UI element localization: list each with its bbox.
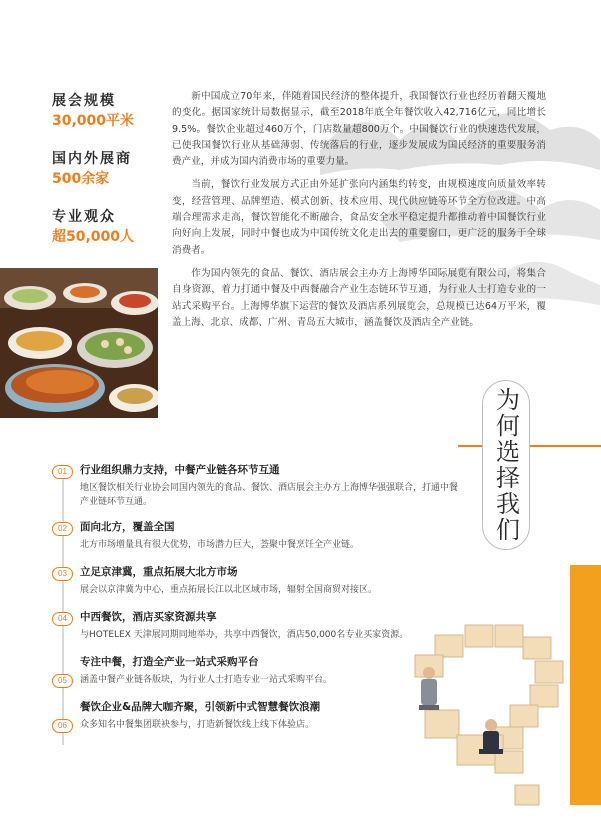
reason-title: 专注中餐，打造全产业一站式采购平台 xyxy=(80,656,259,668)
intro-text xyxy=(172,89,546,338)
intro-paragraph-3: 作为国内领先的食品、餐饮、酒店展会主办方上海博华国际展览有限公司，将集合自身资源，着力打通中餐及中西餐融合产业生态链环节互通，为行业人士打造专业的一站式采购平台。上海博华旗下运营的餐饮及酒店系列展览会，总规模已达64万平米，覆盖上海、北京、成都、广州、青岛五大城市，涵盖餐饮及酒店全产业链。 xyxy=(172,267,546,328)
stat-value: 30,000平米 xyxy=(52,113,135,129)
stats-column xyxy=(52,92,162,266)
stat-exhibitors xyxy=(52,150,162,188)
reason-title: 中西餐饮，酒店买家资源共享 xyxy=(80,611,217,623)
reason-number: 02 xyxy=(52,522,73,536)
reason-title: 面向北方，覆盖全国 xyxy=(80,521,175,533)
reason-description: 北方市场增量具有很大优势，市场潜力巨大，荟聚中餐烹饪全产业链。 xyxy=(80,540,360,550)
reason-number: 01 xyxy=(52,465,73,479)
stat-visitors xyxy=(52,208,162,246)
list-item xyxy=(52,564,522,609)
reason-number: 04 xyxy=(52,612,73,626)
intro-paragraph-1: 新中国成立70年来，伴随着国民经济的整体提升，我国餐饮行业也经历着翻天覆地的变化。据国家统计局数据显示，截至2018年底全年餐饮收入42,716亿元，同比增长9.5%。餐饮企业超过460万个，门店数量超800万个。中国餐饮行业的快速迭代发展，已使我国餐饮行业从基础薄弱、传统落后的行业，逐步发展成为国民经济的重要服务消费产业，并成为国内消费市场的重要力量。 xyxy=(172,91,546,168)
reason-title: 行业组织鼎力支持，中餐产业链各环节互通 xyxy=(80,464,280,476)
stat-label: 国内外展商 xyxy=(52,151,132,167)
reason-title: 餐饮企业&品牌大咖齐聚，引领新中式智慧餐饮浪潮 xyxy=(80,701,321,713)
stat-label: 展会规模 xyxy=(52,93,116,109)
food-photo xyxy=(0,268,158,418)
stat-value: 超50,000人 xyxy=(52,229,135,245)
intro-paragraph-2: 当前，餐饮行业发展方式正由外延扩张向内涵集约转变，由规模速度向质量效率转变，经营管理、品牌塑造、模式创新、技术应用、现代供应链等环节全方位改进。中高端合理需求走高，餐饮智能化不断融合，食品安全水平稳定提升都推动着中国餐饮行业向好向上发展，同时中餐也成为中国传统文化走出去的重要窗口，更广泛的服务于全球消费者。 xyxy=(172,179,546,256)
stat-value: 500余家 xyxy=(52,171,110,187)
why-choose-us-title: 为何选择我们 xyxy=(491,387,520,543)
reason-description: 与HOTELEX 天津展同期同地举办，共享中西餐饮，酒店50,000名专业买家资源。 xyxy=(80,630,409,640)
reason-number: 05 xyxy=(52,674,73,688)
reason-number: 03 xyxy=(52,567,73,581)
reason-number: 06 xyxy=(52,719,73,733)
list-item xyxy=(52,462,522,507)
reason-description: 涵盖中餐产业链各版块，为行业人士打造专业一站式采购平台。 xyxy=(80,675,333,685)
stat-label: 专业观众 xyxy=(52,209,116,225)
question-mark-blocks-illustration xyxy=(395,615,580,815)
reason-description: 展会以京津冀为中心，重点拓展长江以北区域市场，辐射全国商贸对接区。 xyxy=(80,585,378,595)
reason-description: 地区餐饮相关行业协会同国内领先的食品、餐饮、酒店展会主办方上海博华强强联合，打通中餐产业链环节互通。 xyxy=(80,483,459,507)
reason-title: 立足京津冀，重点拓展大北方市场 xyxy=(80,566,238,578)
stat-exhibition-scale xyxy=(52,92,162,130)
reason-description: 众多知名中餐集团联袂参与，打造新餐饮线上线下体验店。 xyxy=(80,720,315,730)
list-item xyxy=(52,519,522,564)
